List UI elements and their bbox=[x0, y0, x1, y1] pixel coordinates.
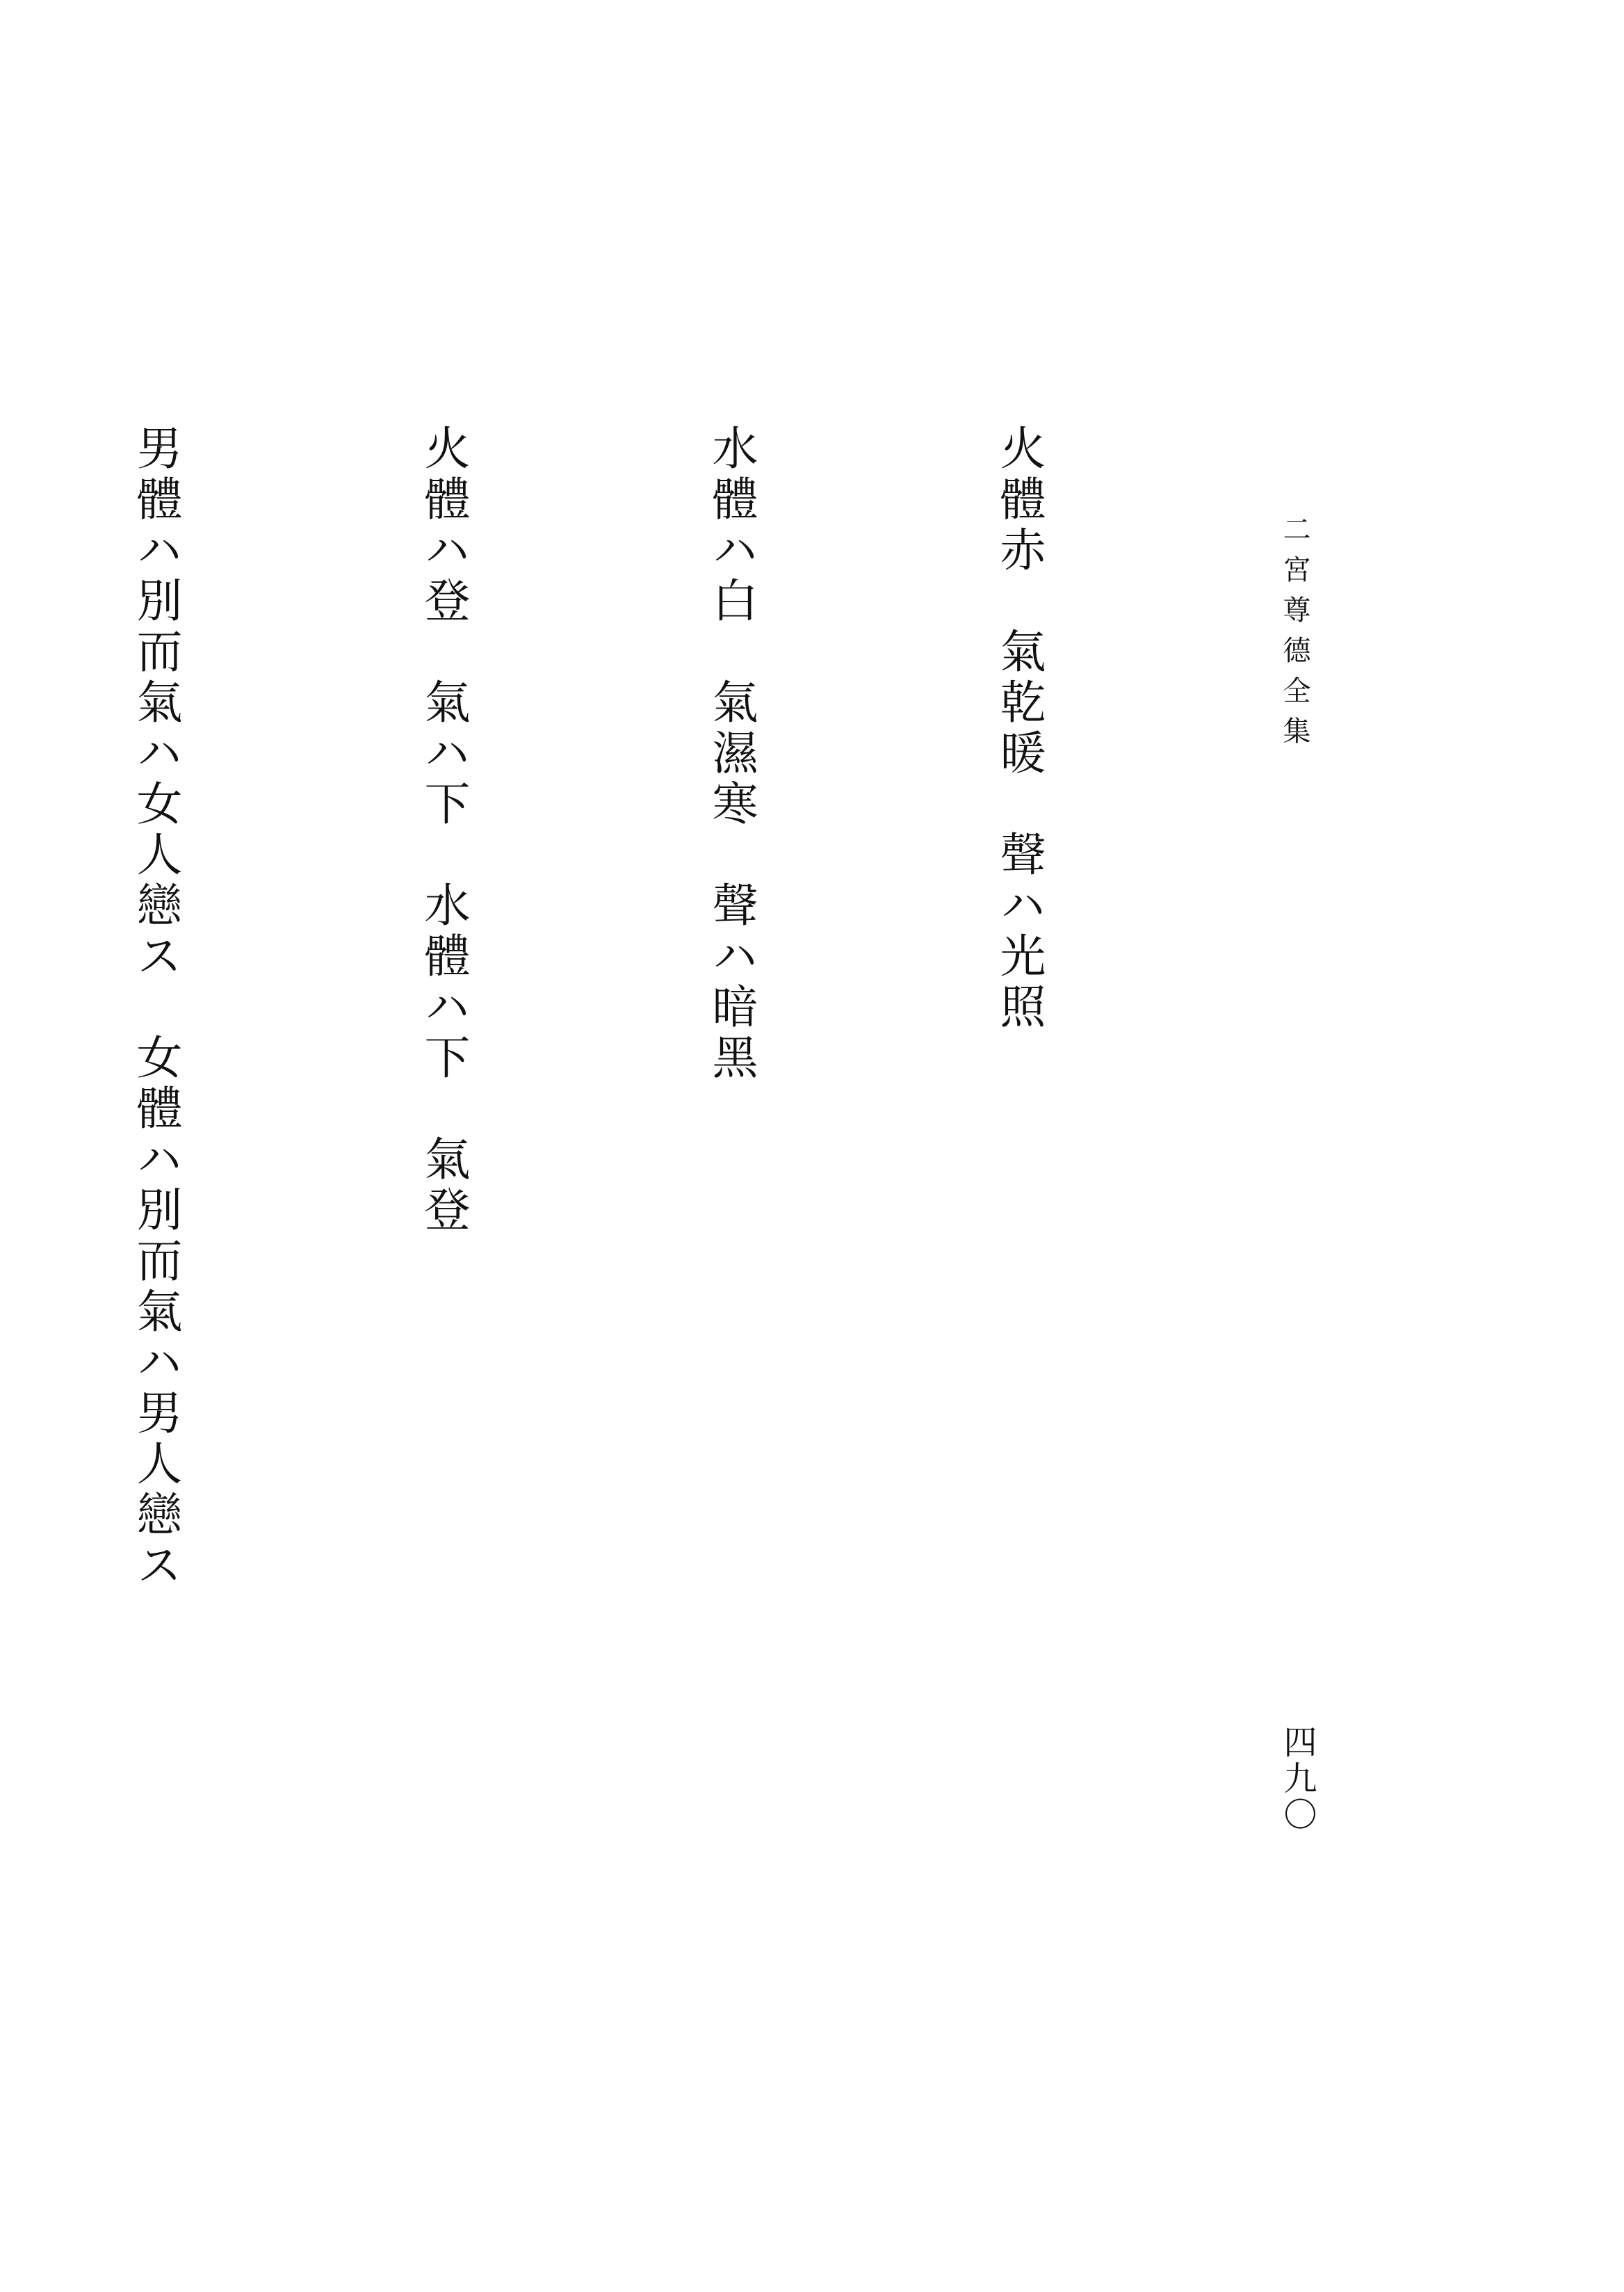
vertical-text-body bbox=[118, 424, 1258, 1592]
text-line-1: 火體赤 氣乾暖 聲ハ光照 bbox=[992, 424, 1046, 1033]
text-line-3: 火體ハ登 氣ハ下 水體ハ下 氣登 bbox=[416, 424, 470, 1236]
page-number: 四九〇 bbox=[1278, 1725, 1317, 1833]
running-header-title: 二宮尊德全集 bbox=[1278, 515, 1310, 757]
text-line-4: 男體ハ別而氣ハ女人戀ス 女體ハ別而氣ハ男人戀ス bbox=[129, 424, 182, 1592]
text-line-2: 水體ハ白 氣濕寒 聲ハ暗黑 bbox=[704, 424, 758, 1084]
